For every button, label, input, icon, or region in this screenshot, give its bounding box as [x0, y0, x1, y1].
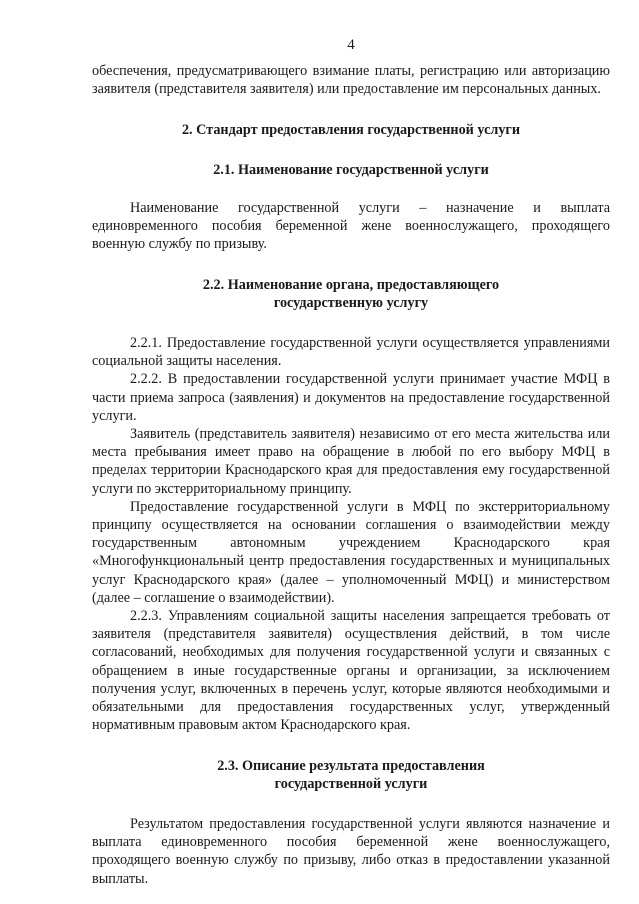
section-2-title: 2. Стандарт предоставления государственной услуги	[181, 121, 521, 138]
page-number: 4	[347, 37, 355, 53]
paragraph-2-2-3: 2.2.3. Управлениям социальной защиты населения запрещается требовать от заявителя (представителя заявителя) осуществления действий, в том числе согласований, необходимых для получения государственной услуги и связанных с обращением в иные государственные органы и организации, за исключением получения услуг, включенных в перечень услуг, которые являются необходимыми и обязательными для предоставления государственных услуг, утвержденный нормативным правовым актом Краснодарского края.	[92, 608, 610, 734]
paragraph-extraterritorial: Предоставление государственной услуги в МФЦ по экстерриториальному принципу осуществляется на основании соглашения о взаимодействии между государственным автономным учреждением Краснодарского края «Многофункциональный центр предоставления государственных и муниципальных услуг Краснодарского края» (далее – уполномоченный МФЦ) и министерством (далее – соглашение о взаимодействии).	[92, 498, 610, 606]
subsection-2-2-title-line-2: государственную услугу	[273, 294, 429, 311]
subsection-2-1-paragraph: Наименование государственной услуги – назначение и выплата единовременного пособия беременной жене военнослужащего, проходящего военную службу по призыву.	[92, 200, 610, 253]
intro-paragraph: обеспечения, предусматривающего взимание платы, регистрацию или авторизацию заявителя (представителя заявителя) или предоставление им персональных данных.	[92, 63, 610, 98]
document-page	[92, 36, 610, 888]
subsection-2-3-title-line-1: 2.3. Описание результата предоставления	[217, 757, 485, 774]
subsection-2-3-title-line-2: государственной услуги	[274, 775, 428, 792]
subsection-2-2-title	[92, 276, 610, 312]
paragraph-2-2-1: 2.2.1. Предоставление государственной услуги осуществляется управлениями социальной защиты населения.	[92, 335, 610, 370]
paragraph-applicant-rights: Заявитель (представитель заявителя) независимо от его места жительства или места пребывания имеет право на обращение в любой по его выбору МФЦ в пределах территории Краснодарского края для предоставления ему государственной услуги по экстерриториальному принципу.	[92, 426, 610, 497]
subsection-2-1-title: 2.1. Наименование государственной услуги	[213, 161, 489, 178]
subsection-2-3-paragraph: Результатом предоставления государственной услуги являются назначение и выплата единовременного пособия беременной жене военнослужащего, проходящего военную службу по призыву, либо отказ в предоставлении указанной выплаты.	[92, 815, 610, 887]
paragraph-2-2-2: 2.2.2. В предоставлении государственной услуги принимает участие МФЦ в части приема запроса (заявления) и документов на предоставление государственной услуги.	[92, 371, 610, 424]
subsection-2-3-title	[92, 757, 610, 793]
subsection-2-2-title-line-1: 2.2. Наименование органа, предоставляющего	[202, 276, 500, 293]
